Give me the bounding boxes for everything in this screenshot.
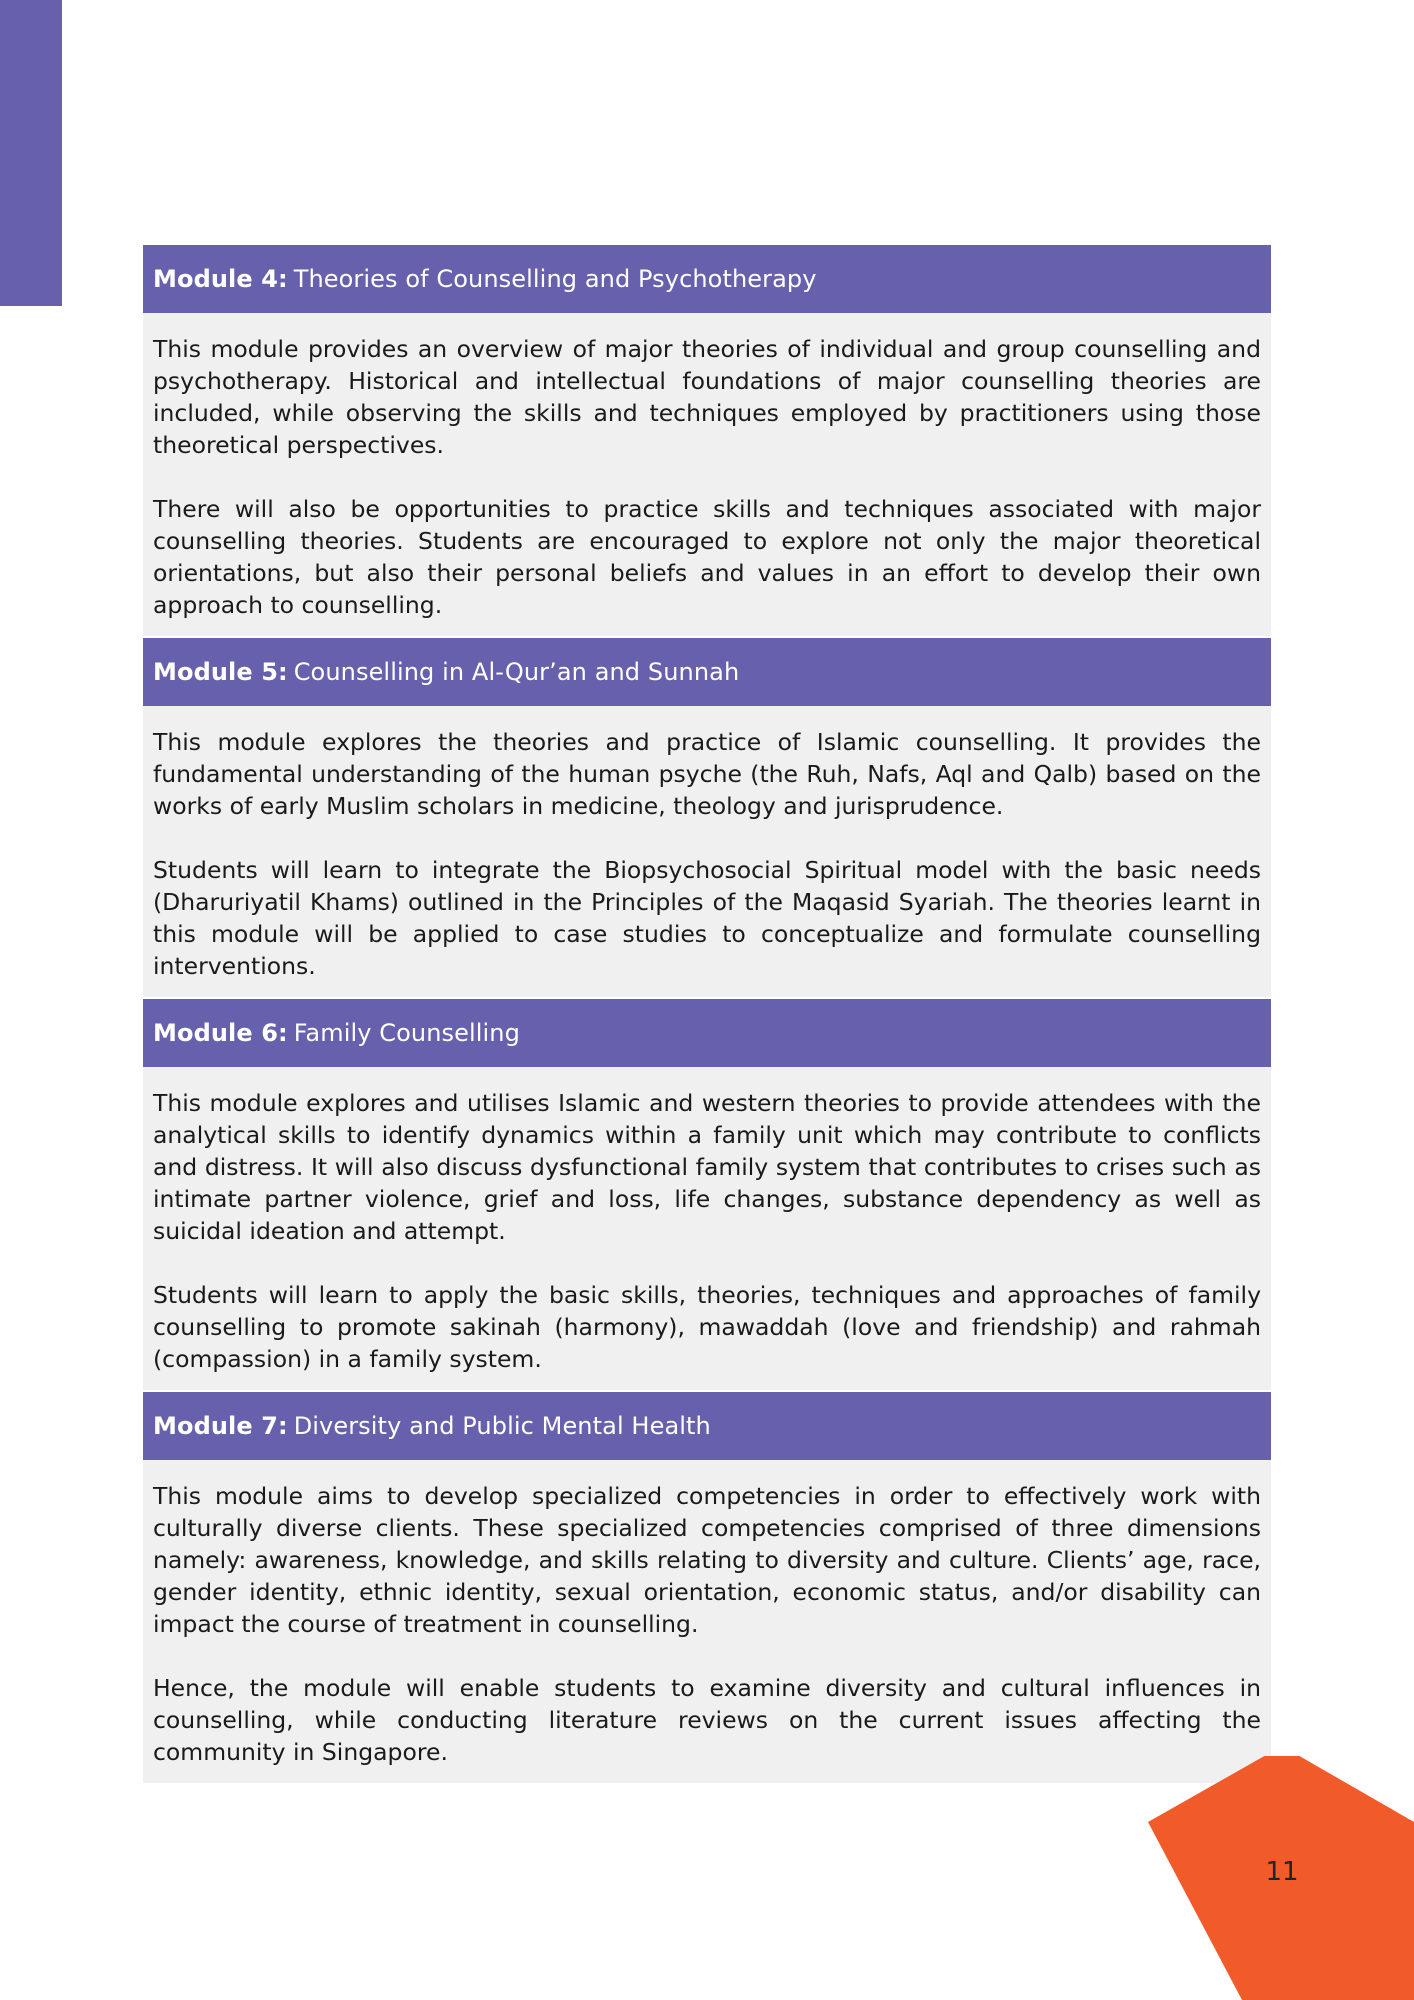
- module-7-body: [143, 1460, 1271, 1783]
- module-5-paragraph-2: Students will learn to integrate the Biopsychosocial Spiritual model with the basic needs (Dharuriyatil Khams) outlined in the Principles of the Maqasid Syariah. The theories learnt in this module will be applied to case studies to conceptualize and formulate counselling interventions.: [153, 856, 1261, 980]
- module-6-header: [143, 999, 1271, 1067]
- module-6-paragraph-2: Students will learn to apply the basic skills, theories, techniques and approaches of family counselling to promote sakinah (harmony), mawaddah (love and friendship) and rahmah (compassion) in a family system.: [153, 1281, 1261, 1373]
- module-7-paragraph-1: This module aims to develop specialized competencies in order to effectively work with culturally diverse clients. These specialized competencies comprised of three dimensions namely: awareness, knowledge, and skills relating to diversity and culture. Clients’ age, race, gender identity, ethnic identity, sexual orientation, economic status, and/or disability can impact the course of treatment in counselling.: [153, 1482, 1261, 1638]
- module-4-paragraph-2: There will also be opportunities to practice skills and techniques associated with major counselling theories. Students are encouraged to explore not only the major theoretical orientations, but also their personal beliefs and values in an effort to develop their own approach to counselling.: [153, 495, 1261, 619]
- module-5-number: Module 5:: [153, 658, 288, 686]
- decorative-side-bar: [0, 0, 62, 306]
- module-7-header: [143, 1392, 1271, 1460]
- module-4: [143, 245, 1271, 636]
- module-5-paragraph-1: This module explores the theories and practice of Islamic counselling. It provides the fundamental understanding of the human psyche (the Ruh, Nafs, Aql and Qalb) based on the works of early Muslim scholars in medicine, theology and jurisprudence.: [153, 728, 1261, 820]
- module-4-title: Theories of Counselling and Psychotherapy: [293, 265, 817, 293]
- page-number: 11: [1265, 1857, 1299, 1887]
- module-6-title: Family Counselling: [293, 1019, 520, 1047]
- module-6-number: Module 6:: [153, 1019, 288, 1047]
- module-5-body: [143, 706, 1271, 997]
- module-6: [143, 999, 1271, 1390]
- module-6-paragraph-1: This module explores and utilises Islamic and western theories to provide attendees with the analytical skills to identify dynamics within a family unit which may contribute to conflicts and distress. It will also discuss dysfunctional family system that contributes to crises such as intimate partner violence, grief and loss, life changes, substance dependency as well as suicidal ideation and attempt.: [153, 1089, 1261, 1245]
- module-4-body: [143, 313, 1271, 636]
- module-7-title: Diversity and Public Mental Health: [293, 1412, 711, 1440]
- module-4-number: Module 4:: [153, 265, 288, 293]
- module-7: [143, 1392, 1271, 1783]
- modules-list: [143, 245, 1271, 1783]
- module-7-paragraph-2: Hence, the module will enable students to examine diversity and cultural influences in counselling, while conducting literature reviews on the current issues affecting the community in Singapore.: [153, 1674, 1261, 1766]
- module-4-header: [143, 245, 1271, 313]
- module-5-title: Counselling in Al-Qur’an and Sunnah: [293, 658, 740, 686]
- module-5: [143, 638, 1271, 997]
- module-6-body: [143, 1067, 1271, 1390]
- module-4-paragraph-1: This module provides an overview of major theories of individual and group counselling and psychotherapy. Historical and intellectual foundations of major counselling theories are included, while observing the skills and techniques employed by practitioners using those theoretical perspectives.: [153, 335, 1261, 459]
- module-7-number: Module 7:: [153, 1412, 288, 1440]
- module-5-header: [143, 638, 1271, 706]
